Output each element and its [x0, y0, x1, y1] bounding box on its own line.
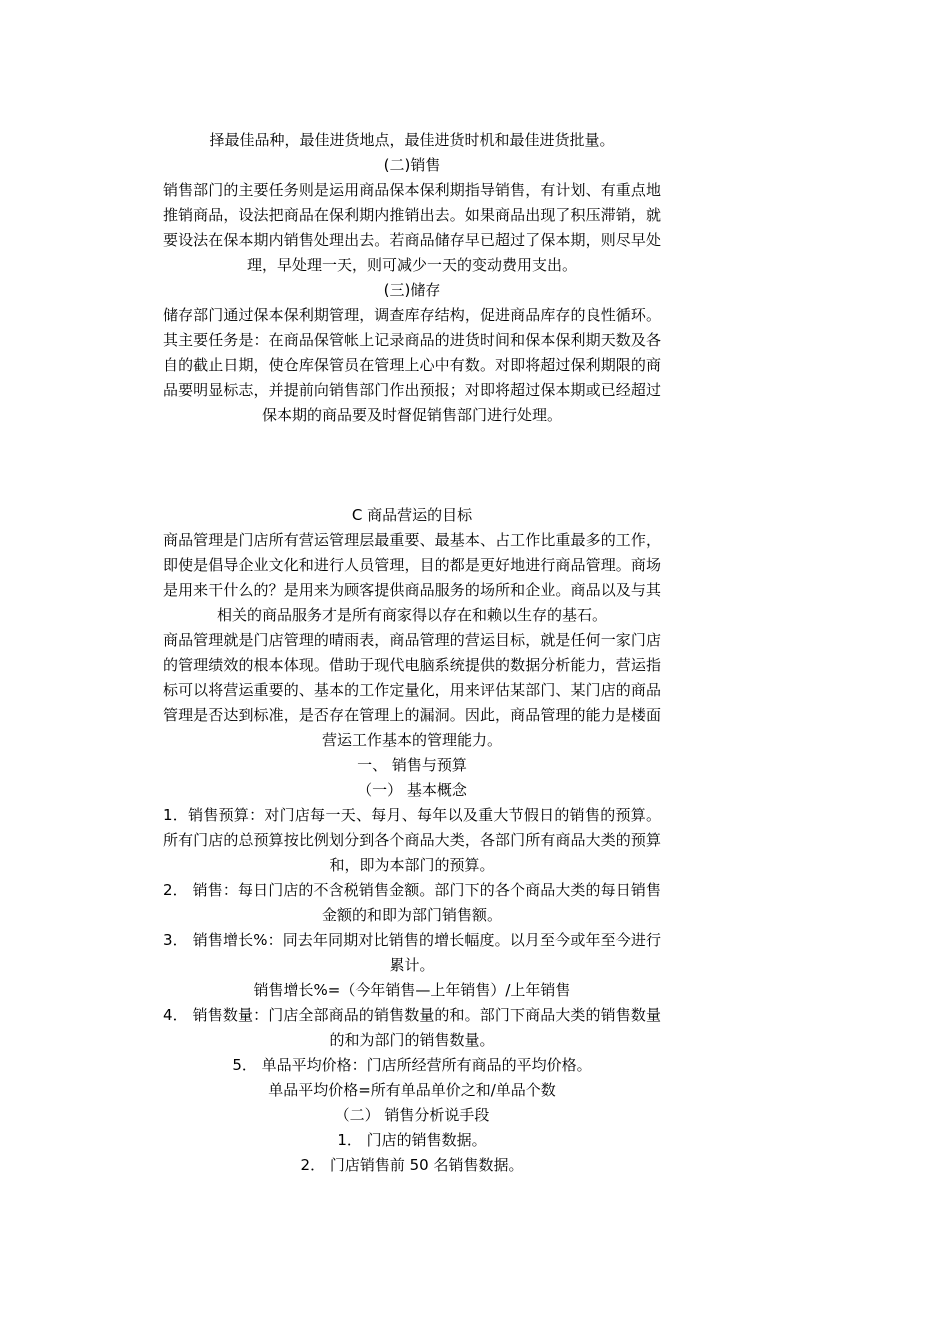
- paragraph-storage: 储存部门通过保本保利期管理，调查库存结构，促进商品库存的良性循环。其主要任务是：在商品保管帐上记录商品的进货时间和保本保利期天数及各自的截止日期，使仓库保管员在管理上心中有数。对即将超过保利期限的商品要明显标志，并提前向销售部门作出预报；对即将超过保本期或已经超过保本期的商品要及时督促销售部门进行处理。: [163, 306, 661, 424]
- list-item-sales-quantity: 4． 销售数量：门店全部商品的销售数量的和。部门下商品大类的销售数量的和为部门的销售数量。: [163, 1006, 661, 1049]
- heading-operation-goals: C 商品营运的目标: [351, 506, 473, 524]
- formula-sales-growth: 销售增长%=（今年销售—上年销售）/上年销售: [253, 981, 571, 999]
- list-item-top50-sales-data: 2． 门店销售前 50 名销售数据。: [300, 1156, 524, 1174]
- heading-sales-budget: 一、 销售与预算: [357, 756, 467, 774]
- list-item-store-sales-data: 1． 门店的销售数据。: [337, 1131, 487, 1149]
- paragraph-goods-management: 商品管理是门店所有营运管理层最重要、最基本、占工作比重最多的工作，即使是倡导企业文化和进行人员管理，目的都是更好地进行商品管理。商场是用来干什么的？是用来为顾客提供商品服务的场所和企业。商品以及与其相关的商品服务才是所有商家得以存在和赖以生存的基石。: [163, 531, 661, 624]
- section-gap: [163, 428, 661, 503]
- heading-basic-concepts: （一） 基本概念: [357, 781, 467, 799]
- heading-storage: (三)储存: [383, 281, 441, 299]
- formula-average-price: 单品平均价格=所有单品单价之和/单品个数: [268, 1081, 556, 1099]
- list-item-sales: 2． 销售：每日门店的不含税销售金额。部门下的各个商品大类的每日销售金额的和即为部门销售额。: [163, 881, 661, 924]
- list-item-sales-budget: 1．销售预算：对门店每一天、每月、每年以及重大节假日的销售的预算。所有门店的总预算按比例划分到各个商品大类，各部门所有商品大类的预算和，即为本部门的预算。: [163, 806, 661, 874]
- document-body: [163, 128, 661, 1178]
- paragraph-management-barometer: 商品管理就是门店管理的晴雨表，商品管理的营运目标，就是任何一家门店的管理绩效的根本体现。借助于现代电脑系统提供的数据分析能力，营运指标可以将营运重要的、基本的工作定量化，用来评估某部门、某门店的商品管理是否达到标准，是否存在管理上的漏洞。因此，商品管理的能力是楼面营运工作基本的管理能力。: [163, 631, 661, 749]
- heading-sales: (二)销售: [383, 156, 441, 174]
- list-item-sales-growth: 3． 销售增长%：同去年同期对比销售的增长幅度。以月至今或年至今进行累计。: [163, 931, 661, 974]
- heading-sales-analysis: （二） 销售分析说手段: [334, 1106, 490, 1124]
- list-item-average-price: 5． 单品平均价格：门店所经营所有商品的平均价格。: [232, 1056, 592, 1074]
- paragraph-sales: 销售部门的主要任务则是运用商品保本保利期指导销售，有计划、有重点地推销商品，设法把商品在保利期内推销出去。如果商品出现了积压滞销，就要设法在保本期内销售处理出去。若商品储存早已超过了保本期，则尽早处理，早处理一天，则可减少一天的变动费用支出。: [163, 181, 661, 274]
- paragraph-purchase-choice: 择最佳品种，最佳进货地点，最佳进货时机和最佳进货批量。: [209, 131, 615, 149]
